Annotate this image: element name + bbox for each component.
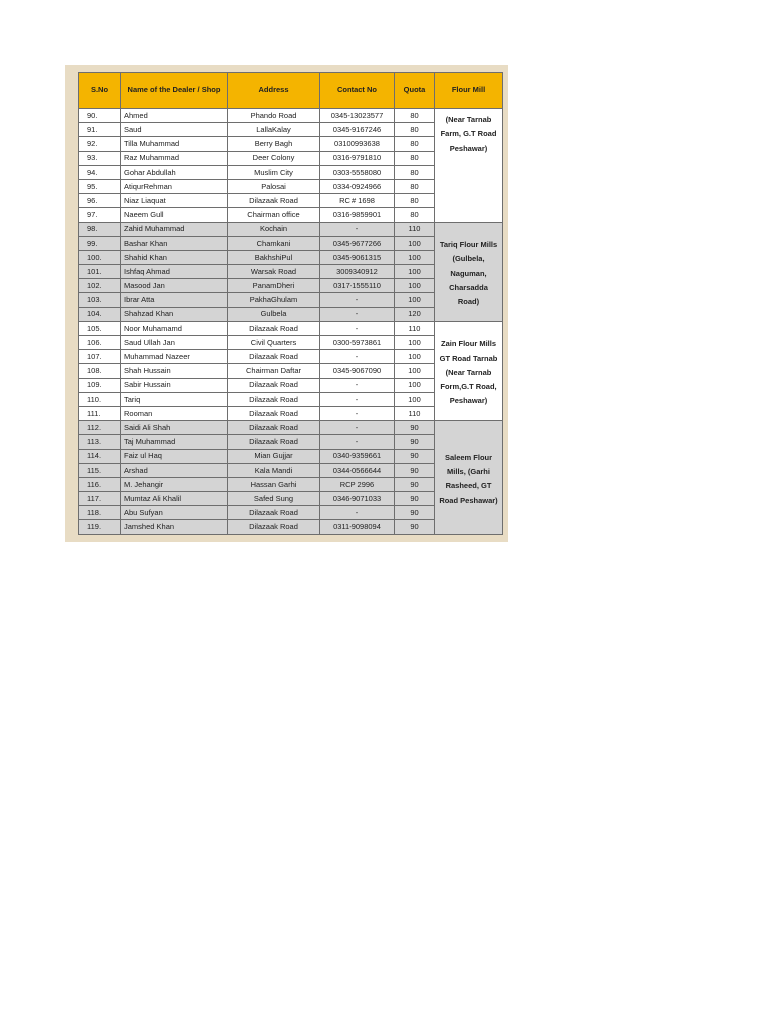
- cell-dealer-name: Abu Sufyan: [121, 506, 228, 520]
- cell-address: Dilazaak Road: [228, 520, 320, 534]
- cell-contact: 0344-0566644: [320, 463, 395, 477]
- cell-dealer-name: Faiz ul Haq: [121, 449, 228, 463]
- cell-contact: 0316-9859901: [320, 208, 395, 222]
- cell-address: Dilazaak Road: [228, 406, 320, 420]
- cell-dealer-name: Ishfaq Ahmad: [121, 265, 228, 279]
- cell-sno: 100.: [79, 250, 121, 264]
- cell-quota: 100: [395, 378, 435, 392]
- cell-dealer-name: Saud: [121, 123, 228, 137]
- cell-address: Hassan Garhi: [228, 477, 320, 491]
- cell-sno: 97.: [79, 208, 121, 222]
- cell-quota: 100: [395, 265, 435, 279]
- table-row: [79, 421, 503, 435]
- cell-dealer-name: Saidi Ali Shah: [121, 421, 228, 435]
- cell-contact: -: [320, 392, 395, 406]
- cell-quota: 80: [395, 137, 435, 151]
- cell-address: PanamDheri: [228, 279, 320, 293]
- cell-quota: 90: [395, 449, 435, 463]
- cell-sno: 92.: [79, 137, 121, 151]
- cell-contact: 0345-9067090: [320, 364, 395, 378]
- cell-address: Safed Sung: [228, 492, 320, 506]
- cell-sno: 108.: [79, 364, 121, 378]
- cell-sno: 95.: [79, 179, 121, 193]
- header-sno: S.No: [79, 73, 121, 109]
- cell-contact: -: [320, 378, 395, 392]
- table-row: [79, 109, 503, 123]
- cell-quota: 80: [395, 165, 435, 179]
- cell-sno: 96.: [79, 194, 121, 208]
- cell-sno: 101.: [79, 265, 121, 279]
- cell-dealer-name: Niaz Liaquat: [121, 194, 228, 208]
- cell-contact: 0303-5558080: [320, 165, 395, 179]
- cell-quota: 80: [395, 151, 435, 165]
- cell-quota: 80: [395, 208, 435, 222]
- cell-dealer-name: Arshad: [121, 463, 228, 477]
- cell-quota: 120: [395, 307, 435, 321]
- cell-contact: -: [320, 350, 395, 364]
- cell-flour-mill: Zain Flour Mills GT Road Tarnab (Near Tarnab Form,G.T Road, Peshawar): [435, 321, 503, 420]
- cell-contact: RC # 1698: [320, 194, 395, 208]
- cell-quota: 100: [395, 364, 435, 378]
- cell-address: Dilazaak Road: [228, 194, 320, 208]
- cell-quota: 100: [395, 350, 435, 364]
- cell-dealer-name: Noor Muhamamd: [121, 321, 228, 335]
- cell-address: BakhshiPul: [228, 250, 320, 264]
- cell-contact: 0334-0924966: [320, 179, 395, 193]
- cell-dealer-name: Shahid Khan: [121, 250, 228, 264]
- cell-address: Chairman office: [228, 208, 320, 222]
- cell-address: Dilazaak Road: [228, 378, 320, 392]
- cell-dealer-name: Ibrar Atta: [121, 293, 228, 307]
- cell-dealer-name: Jamshed Khan: [121, 520, 228, 534]
- cell-address: Palosai: [228, 179, 320, 193]
- cell-flour-mill: (Near Tarnab Farm, G.T Road Peshawar): [435, 109, 503, 223]
- cell-contact: 0345-9167246: [320, 123, 395, 137]
- cell-address: Civil Quarters: [228, 336, 320, 350]
- cell-dealer-name: Zahid Muhammad: [121, 222, 228, 236]
- cell-contact: -: [320, 506, 395, 520]
- cell-sno: 112.: [79, 421, 121, 435]
- cell-address: Chairman Daftar: [228, 364, 320, 378]
- cell-contact: -: [320, 421, 395, 435]
- cell-sno: 118.: [79, 506, 121, 520]
- cell-contact: 3009340912: [320, 265, 395, 279]
- cell-sno: 94.: [79, 165, 121, 179]
- cell-dealer-name: Raz Muhammad: [121, 151, 228, 165]
- cell-address: Kochain: [228, 222, 320, 236]
- cell-sno: 93.: [79, 151, 121, 165]
- cell-address: Phando Road: [228, 109, 320, 123]
- cell-address: Warsak Road: [228, 265, 320, 279]
- cell-quota: 90: [395, 506, 435, 520]
- cell-dealer-name: Tilla Muhammad: [121, 137, 228, 151]
- cell-dealer-name: Ahmed: [121, 109, 228, 123]
- cell-dealer-name: M. Jehangir: [121, 477, 228, 491]
- cell-address: Deer Colony: [228, 151, 320, 165]
- cell-sno: 99.: [79, 236, 121, 250]
- cell-contact: -: [320, 435, 395, 449]
- cell-dealer-name: Shah Hussain: [121, 364, 228, 378]
- cell-sno: 119.: [79, 520, 121, 534]
- cell-contact: 03100993638: [320, 137, 395, 151]
- cell-dealer-name: Sabir Hussain: [121, 378, 228, 392]
- cell-quota: 100: [395, 279, 435, 293]
- cell-sno: 117.: [79, 492, 121, 506]
- cell-quota: 90: [395, 520, 435, 534]
- cell-contact: 0346-9071033: [320, 492, 395, 506]
- cell-contact: 0345-9061315: [320, 250, 395, 264]
- cell-sno: 91.: [79, 123, 121, 137]
- table-header-row: [79, 73, 503, 109]
- cell-contact: 0345-9677266: [320, 236, 395, 250]
- cell-address: Dilazaak Road: [228, 392, 320, 406]
- cell-contact: 0300-5973861: [320, 336, 395, 350]
- cell-address: Kala Mandi: [228, 463, 320, 477]
- cell-quota: 80: [395, 123, 435, 137]
- cell-quota: 110: [395, 222, 435, 236]
- cell-sno: 111.: [79, 406, 121, 420]
- cell-dealer-name: Saud Ullah Jan: [121, 336, 228, 350]
- cell-quota: 80: [395, 194, 435, 208]
- cell-sno: 103.: [79, 293, 121, 307]
- cell-contact: 0340-9359661: [320, 449, 395, 463]
- cell-flour-mill: Tariq Flour Mills (Gulbela, Naguman, Charsadda Road): [435, 222, 503, 321]
- header-dealer-name: Name of the Dealer / Shop: [121, 73, 228, 109]
- header-address: Address: [228, 73, 320, 109]
- cell-dealer-name: Mumtaz Ali Khalil: [121, 492, 228, 506]
- cell-contact: -: [320, 293, 395, 307]
- scanned-document: [65, 65, 508, 542]
- cell-address: PakhaGhulam: [228, 293, 320, 307]
- cell-address: LallaKalay: [228, 123, 320, 137]
- cell-dealer-name: Masood Jan: [121, 279, 228, 293]
- cell-address: Mian Gujjar: [228, 449, 320, 463]
- cell-quota: 110: [395, 321, 435, 335]
- table-row: [79, 321, 503, 335]
- cell-quota: 100: [395, 293, 435, 307]
- cell-quota: 90: [395, 421, 435, 435]
- cell-quota: 100: [395, 250, 435, 264]
- cell-sno: 110.: [79, 392, 121, 406]
- cell-flour-mill: Saleem Flour Mills, (Garhi Rasheed, GT Road Peshawar): [435, 421, 503, 535]
- cell-dealer-name: AtiqurRehman: [121, 179, 228, 193]
- table-row: [79, 222, 503, 236]
- cell-sno: 105.: [79, 321, 121, 335]
- cell-sno: 113.: [79, 435, 121, 449]
- cell-contact: -: [320, 406, 395, 420]
- cell-dealer-name: Bashar Khan: [121, 236, 228, 250]
- cell-sno: 109.: [79, 378, 121, 392]
- cell-contact: 0345-13023577: [320, 109, 395, 123]
- cell-sno: 106.: [79, 336, 121, 350]
- cell-address: Dilazaak Road: [228, 435, 320, 449]
- cell-quota: 110: [395, 406, 435, 420]
- cell-dealer-name: Shahzad Khan: [121, 307, 228, 321]
- cell-sno: 90.: [79, 109, 121, 123]
- cell-address: Gulbela: [228, 307, 320, 321]
- cell-sno: 102.: [79, 279, 121, 293]
- cell-quota: 80: [395, 179, 435, 193]
- cell-quota: 90: [395, 463, 435, 477]
- cell-quota: 90: [395, 492, 435, 506]
- cell-contact: RCP 2996: [320, 477, 395, 491]
- header-contact: Contact No: [320, 73, 395, 109]
- cell-quota: 100: [395, 236, 435, 250]
- dealer-table: [78, 72, 503, 535]
- header-quota: Quota: [395, 73, 435, 109]
- cell-address: Dilazaak Road: [228, 421, 320, 435]
- cell-address: Berry Bagh: [228, 137, 320, 151]
- table-body: [79, 109, 503, 535]
- cell-address: Chamkani: [228, 236, 320, 250]
- cell-quota: 100: [395, 336, 435, 350]
- cell-dealer-name: Rooman: [121, 406, 228, 420]
- cell-dealer-name: Muhammad Nazeer: [121, 350, 228, 364]
- cell-sno: 104.: [79, 307, 121, 321]
- cell-quota: 90: [395, 477, 435, 491]
- cell-contact: -: [320, 321, 395, 335]
- cell-sno: 107.: [79, 350, 121, 364]
- cell-dealer-name: Tariq: [121, 392, 228, 406]
- cell-contact: 0316-9791810: [320, 151, 395, 165]
- cell-sno: 98.: [79, 222, 121, 236]
- cell-dealer-name: Taj Muhammad: [121, 435, 228, 449]
- cell-contact: 0317-1555110: [320, 279, 395, 293]
- cell-quota: 80: [395, 109, 435, 123]
- cell-quota: 100: [395, 392, 435, 406]
- cell-quota: 90: [395, 435, 435, 449]
- cell-address: Dilazaak Road: [228, 350, 320, 364]
- cell-address: Dilazaak Road: [228, 321, 320, 335]
- cell-contact: 0311-9098094: [320, 520, 395, 534]
- cell-contact: -: [320, 222, 395, 236]
- cell-dealer-name: Naeem Gull: [121, 208, 228, 222]
- cell-sno: 115.: [79, 463, 121, 477]
- cell-dealer-name: Gohar Abdullah: [121, 165, 228, 179]
- cell-sno: 116.: [79, 477, 121, 491]
- cell-address: Dilazaak Road: [228, 506, 320, 520]
- cell-contact: -: [320, 307, 395, 321]
- cell-address: Muslim City: [228, 165, 320, 179]
- header-flour-mill: Flour Mill: [435, 73, 503, 109]
- cell-sno: 114.: [79, 449, 121, 463]
